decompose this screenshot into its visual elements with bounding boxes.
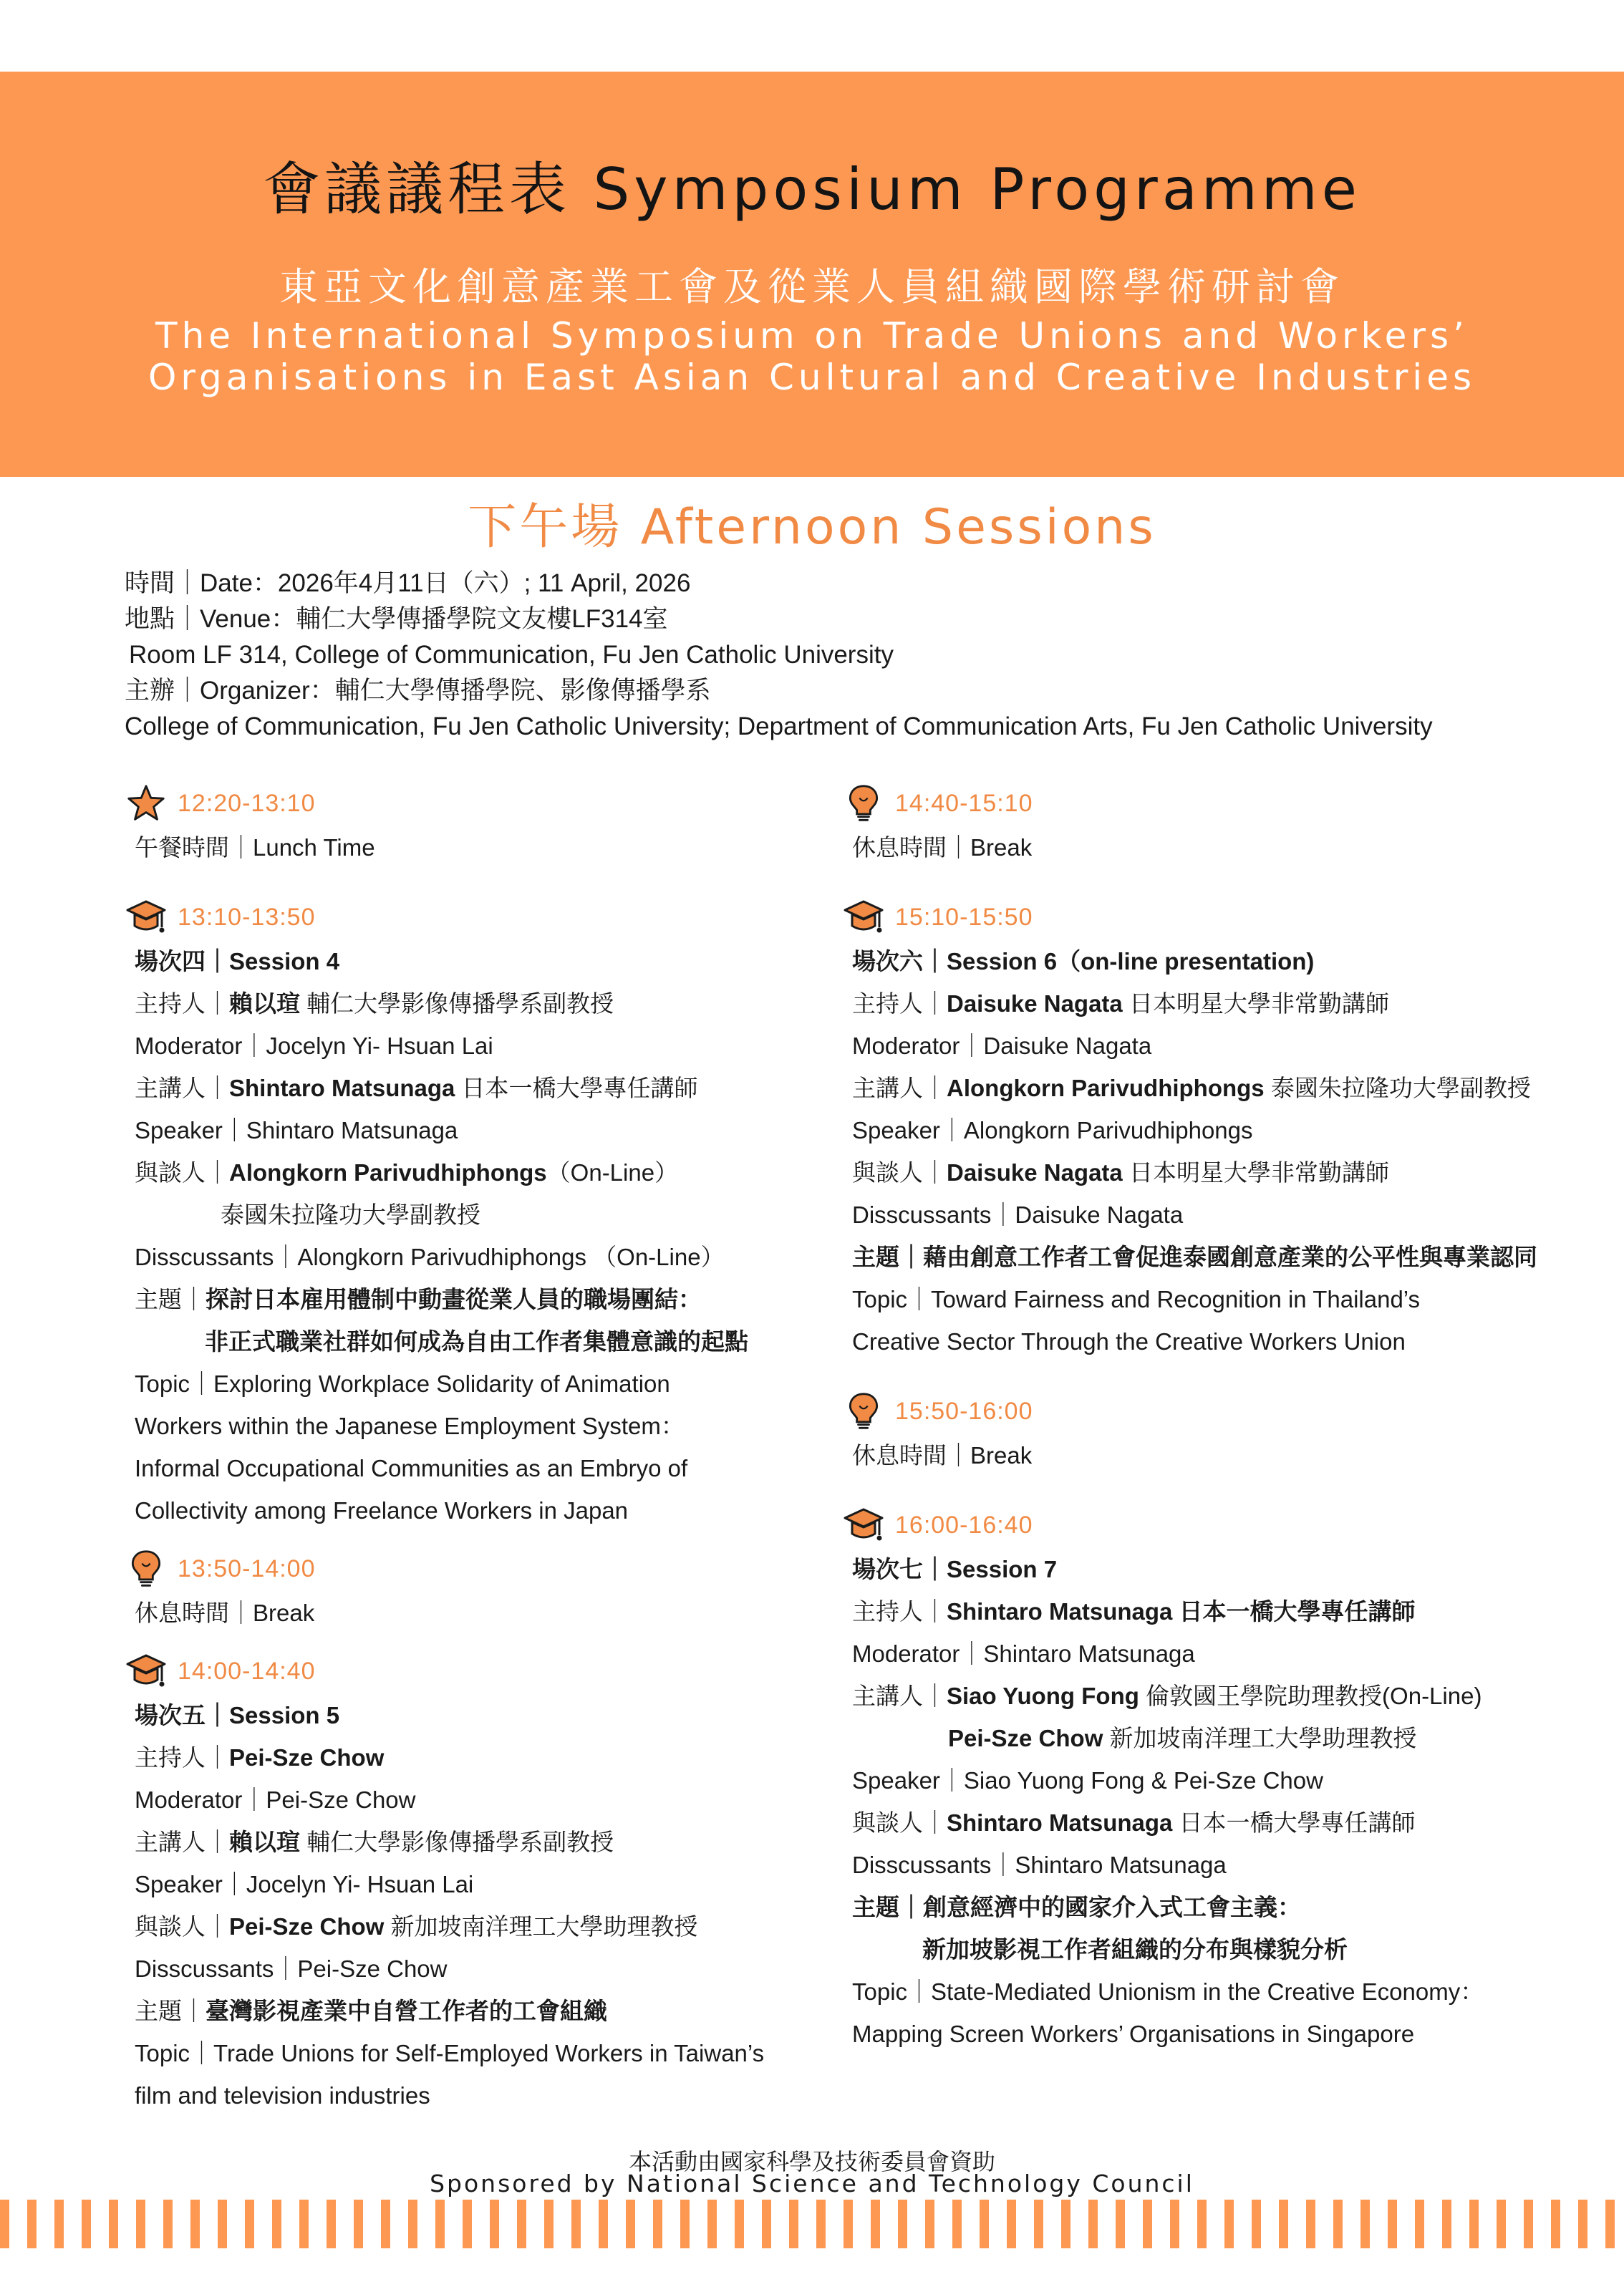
symposium-title-zh: 東亞文化創意產業工會及從業人員組織國際學術研討會 — [279, 264, 1345, 309]
break-block — [842, 1388, 1601, 1476]
session-heading-text: 場次七｜Session 7 — [852, 1556, 1058, 1582]
affiliation: 輔仁大學影像傳播學系副教授 — [300, 1829, 614, 1855]
session-heading-text: 場次四｜Session 4 — [135, 948, 340, 975]
topic-en-line2: Mapping Screen Workers’ Organisations in Singapore — [852, 2021, 1415, 2047]
role-label: 主持人｜ — [135, 1744, 229, 1771]
discussant-en: Disscussants｜Alongkorn Parivudhiphongs （On-Line） — [135, 1244, 725, 1270]
role-label: 主題｜ — [135, 1286, 206, 1312]
time-row — [842, 780, 1601, 826]
role-label: 主持人｜ — [852, 990, 947, 1017]
moderator-en: Moderator｜Shintaro Matsunaga — [852, 1640, 1195, 1667]
speaker-en: Speaker｜Shintaro Matsunaga — [135, 1117, 458, 1143]
topic-zh-line1 — [125, 1278, 841, 1320]
topic-zh-line — [842, 1236, 1601, 1278]
topic-en-line3: Informal Occupational Communities as an Embryo of — [135, 1455, 688, 1481]
affiliation: 新加坡南洋理工大學助理教授 — [384, 1913, 698, 1940]
affiliation: 倫敦國王學院助理教授(On-Line) — [1139, 1683, 1482, 1709]
person-name: Alongkorn Parivudhiphongs — [947, 1075, 1265, 1101]
speaker-en: Speaker｜Alongkorn Parivudhiphongs — [852, 1117, 1253, 1143]
break-label: 休息時間｜Break — [852, 1442, 1033, 1469]
break-label: 休息時間｜Break — [135, 1600, 315, 1626]
lightbulb-icon — [842, 782, 885, 825]
break-label: 休息時間｜Break — [852, 834, 1033, 861]
topic-text: 非正式職業社群如何成為自由工作者集體意識的起點 — [205, 1328, 748, 1355]
affiliation: 日本明星大學非常勤講師 — [1122, 1159, 1389, 1186]
topic-text: 臺灣影視產業中自營工作者的工會組織 — [206, 1998, 607, 2024]
role-label: 與談人｜ — [852, 1159, 947, 1186]
discussant-en: Disscussants｜Pei-Sze Chow — [135, 1955, 448, 1982]
sponsor-zh: 本活動由國家科學及技術委員會資助 — [628, 2149, 995, 2175]
time-slot: 14:40-15:10 — [895, 789, 1033, 817]
topic-en-line4: Collectivity among Freelance Workers in Japan — [135, 1497, 629, 1524]
event-venue-en: Room LF 314, College of Communication, Fu Jen Catholic University — [129, 641, 894, 669]
role-label: 主講人｜ — [135, 1829, 229, 1855]
event-organizer-en: College of Communication, Fu Jen Catholic University; Department of Communication Arts, Fu Jen Catholic University — [125, 712, 1433, 740]
sponsor-en: Sponsored by National Science and Technology Council — [430, 2170, 1194, 2197]
session-5-block — [125, 1648, 841, 2117]
topic-en-line1: Topic｜Toward Fairness and Recognition in Thailand’s — [852, 1286, 1421, 1312]
session-4-block — [125, 894, 841, 1532]
role-label: 主持人｜ — [135, 990, 229, 1017]
discussant-line — [125, 1905, 841, 1948]
moderator-en: Moderator｜Jocelyn Yi- Hsuan Lai — [135, 1033, 493, 1059]
discussant-en: Disscussants｜Shintaro Matsunaga — [852, 1852, 1227, 1878]
discussant-line — [842, 1802, 1601, 1844]
moderator-en: Moderator｜Pei-Sze Chow — [135, 1786, 416, 1813]
discussant-en: Disscussants｜Daisuke Nagata — [852, 1201, 1184, 1228]
topic-text: 藉由創意工作者工會促進泰國創意產業的公平性與專業認同 — [923, 1244, 1537, 1270]
event-venue: 地點｜Venue：輔仁大學傳播學院文友樓LF314室 — [125, 605, 668, 633]
break-block — [125, 1546, 841, 1634]
moderator-line — [842, 1590, 1601, 1633]
moderator-line — [842, 982, 1601, 1025]
topic-en-line2: Workers within the Japanese Employment System： — [135, 1413, 685, 1439]
affiliation: 泰國朱拉隆功大學副教授 — [1264, 1075, 1531, 1101]
person-name: Pei-Sze Chow — [948, 1725, 1103, 1751]
session-heading — [842, 940, 1601, 982]
symposium-title-en-line1: The International Symposium on Trade Unions and Workers’ — [155, 315, 1469, 357]
online-note: （On-Line） — [546, 1159, 679, 1186]
time-slot: 14:00-14:40 — [178, 1657, 316, 1685]
event-organizer: 主辦｜Organizer：輔仁大學傳播學院、影像傳播學系 — [125, 677, 711, 705]
person-name: Shintaro Matsunaga — [229, 1075, 455, 1101]
graduation-cap-icon — [842, 896, 885, 939]
role-label: 與談人｜ — [852, 1809, 947, 1836]
topic-zh-line2 — [842, 1928, 1601, 1971]
session-6-block — [842, 894, 1601, 1363]
lunch-label: 午餐時間｜Lunch Time — [135, 834, 375, 861]
lightbulb-icon — [842, 1390, 885, 1433]
person-name: Daisuke Nagata — [947, 1159, 1123, 1186]
topic-text: 探討日本雇用體制中動畫從業人員的職場團結： — [206, 1286, 702, 1312]
graduation-cap-icon — [125, 896, 168, 939]
topic-en-line2: Creative Sector Through the Creative Workers Union — [852, 1328, 1406, 1355]
time-row — [842, 1502, 1601, 1548]
person-name: Pei-Sze Chow — [229, 1913, 385, 1940]
symposium-title-en — [0, 315, 1624, 398]
time-row — [125, 1546, 841, 1592]
speaker-line — [842, 1675, 1601, 1717]
moderator-en: Moderator｜Daisuke Nagata — [852, 1033, 1152, 1059]
footer-stripes — [0, 2200, 1624, 2248]
speaker-line — [842, 1067, 1601, 1109]
time-row — [125, 1648, 841, 1694]
moderator-line — [125, 982, 841, 1025]
person-name: Alongkorn Parivudhiphongs — [229, 1159, 547, 1186]
time-slot: 15:10-15:50 — [895, 903, 1033, 931]
role-label: 與談人｜ — [135, 1159, 229, 1186]
person-name: Daisuke Nagata — [947, 990, 1123, 1017]
session-heading — [125, 940, 841, 982]
topic-en-line1: Topic｜Trade Unions for Self-Employed Workers in Taiwan’s — [135, 2040, 765, 2066]
role-label: 主講人｜ — [852, 1075, 947, 1101]
person-name: Pei-Sze Chow — [229, 1744, 385, 1771]
header-banner — [0, 72, 1624, 477]
speaker-en: Speaker｜Jocelyn Yi- Hsuan Lai — [135, 1871, 474, 1897]
affiliation: 日本一橋大學專任講師 — [455, 1075, 698, 1101]
symposium-title-en-line2: Organisations in East Asian Cultural and Creative Industries — [148, 357, 1476, 398]
person-name: 賴以瑄 — [229, 990, 300, 1017]
topic-en-line1: Topic｜Exploring Workplace Solidarity of Animation — [135, 1370, 670, 1397]
schedule-right-column — [842, 780, 1601, 2055]
star-icon — [125, 782, 168, 825]
affiliation: 日本一橋大學專任講師 — [1172, 1809, 1416, 1836]
discussant-line — [842, 1151, 1601, 1194]
affiliation: 輔仁大學影像傳播學系副教授 — [300, 990, 614, 1017]
time-slot: 12:20-13:10 — [178, 789, 316, 817]
topic-zh-line — [125, 1990, 841, 2032]
topic-zh-line2 — [125, 1320, 841, 1363]
speaker-line — [125, 1067, 841, 1109]
affiliation: 泰國朱拉隆功大學副教授 — [221, 1201, 480, 1228]
graduation-cap-icon — [842, 1504, 885, 1547]
discussant-affiliation — [125, 1194, 841, 1236]
lunch-block — [125, 780, 841, 869]
session-heading — [125, 1694, 841, 1736]
speaker2-line — [842, 1717, 1601, 1759]
topic-text: 創意經濟中的國家介入式工會主義： — [923, 1894, 1301, 1920]
affiliation: 日本明星大學非常勤講師 — [1122, 990, 1389, 1017]
topic-en-line1: Topic｜State-Mediated Unionism in the Creative Economy： — [852, 1978, 1484, 2005]
break-block — [842, 780, 1601, 869]
discussant-line — [125, 1151, 841, 1194]
person-name: Shintaro Matsunaga — [947, 1809, 1173, 1836]
moderator-line — [125, 1736, 841, 1779]
role-label: 主題｜ — [135, 1998, 206, 2024]
time-row — [125, 894, 841, 940]
page-title: 會議議程表 Symposium Programme — [263, 156, 1361, 223]
time-row — [125, 780, 841, 826]
role-label: 主題｜ — [852, 1244, 923, 1270]
event-date: 時間｜Date：2026年4月11日（六）; 11 April, 2026 — [125, 569, 691, 597]
schedule-left-column — [125, 780, 841, 2117]
speaker-en: Speaker｜Siao Yuong Fong & Pei-Sze Chow — [852, 1767, 1323, 1794]
time-slot: 13:10-13:50 — [178, 903, 316, 931]
lightbulb-icon — [125, 1547, 168, 1590]
session-heading-text: 場次六｜Session 6（on-line presentation) — [852, 948, 1315, 975]
time-row — [842, 894, 1601, 940]
speaker-line — [125, 1821, 841, 1863]
time-row — [842, 1388, 1601, 1434]
topic-text: 新加坡影視工作者組織的分布與樣貌分析 — [922, 1936, 1348, 1963]
section-title: 下午場 Afternoon Sessions — [468, 499, 1156, 556]
affiliation: 新加坡南洋理工大學助理教授 — [1103, 1725, 1417, 1751]
time-slot: 16:00-16:40 — [895, 1511, 1033, 1539]
person-name: 賴以瑄 — [229, 1829, 300, 1855]
person-name: Shintaro Matsunaga 日本一橋大學專任講師 — [947, 1598, 1416, 1625]
role-label: 主題｜ — [852, 1894, 923, 1920]
topic-en-line2: film and television industries — [135, 2082, 430, 2109]
role-label: 主講人｜ — [135, 1075, 229, 1101]
session-heading-text: 場次五｜Session 5 — [135, 1702, 340, 1728]
role-label: 主持人｜ — [852, 1598, 947, 1625]
event-info — [125, 566, 1433, 745]
topic-zh-line1 — [842, 1886, 1601, 1928]
session-7-block — [842, 1502, 1601, 2055]
time-slot: 13:50-14:00 — [178, 1554, 316, 1582]
role-label: 與談人｜ — [135, 1913, 229, 1940]
role-label: 主講人｜ — [852, 1683, 947, 1709]
graduation-cap-icon — [125, 1650, 168, 1693]
session-heading — [842, 1548, 1601, 1590]
person-name: Siao Yuong Fong — [947, 1683, 1139, 1709]
time-slot: 15:50-16:00 — [895, 1397, 1033, 1425]
